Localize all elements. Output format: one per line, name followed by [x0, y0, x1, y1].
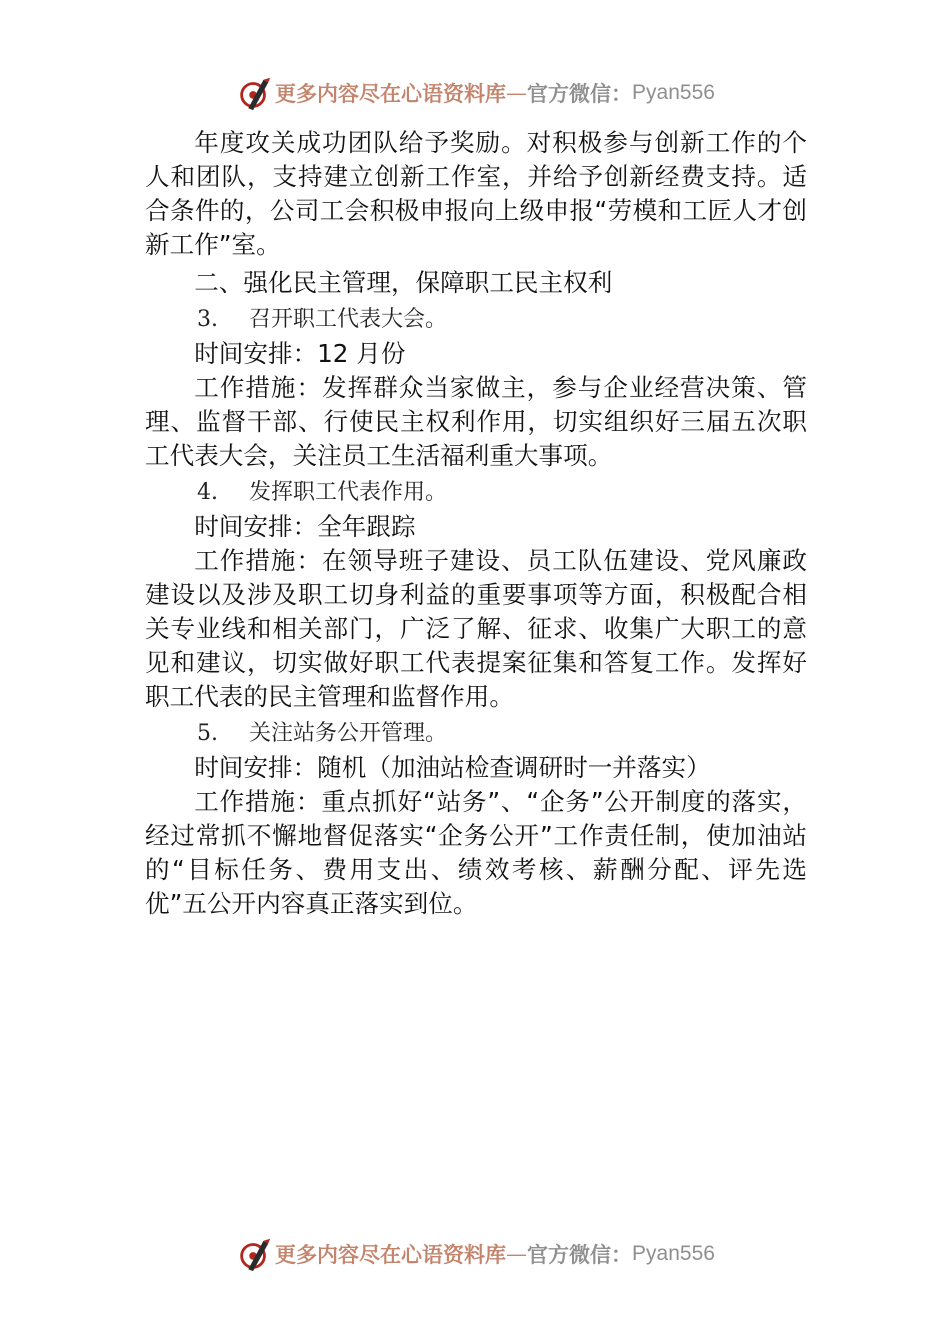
page-footer-banner [0, 1232, 950, 1276]
banner-label: 官方微信： [527, 81, 633, 106]
item-title: 关注站务公开管理。 [249, 721, 448, 746]
work-measure: 工作措施：在领导班子建设、员工队伍建设、党风廉政建设以及涉及职工切身利益的重要事项等方面，积极配合相关专业线和相关部门，广泛了解、征求、收集广大职工的意见和建议，切实做好职工代表提案征集和答复工作。发挥好职工代表的民主管理和监督作用。 [145, 546, 807, 711]
pen-logo-icon [235, 74, 273, 112]
banner-account: Pyan556 [632, 1242, 715, 1265]
banner-account: Pyan556 [632, 81, 715, 104]
list-item [197, 303, 807, 337]
pen-logo-icon [235, 1235, 273, 1273]
banner-label: 官方微信： [527, 1242, 633, 1267]
banner-dash: — [506, 81, 528, 105]
work-measure: 工作措施：重点抓好“站务”、“企务”公开制度的落实，经过常抓不懈地督促落实“企务公开”工作责任制，使加油站的“目标任务、费用支出、绩效考核、薪酬分配、评先选优”五公开内容真正落实到位。 [145, 787, 807, 918]
item-number: 5. [197, 721, 218, 746]
list-item [197, 476, 807, 510]
page-header-banner [0, 71, 950, 115]
intro-paragraph: 年度攻关成功团队给予奖励。对积极参与创新工作的个人和团队，支持建立创新工作室，并给予创新经费支持。适合条件的，公司工会积极申报向上级申报“劳模和工匠人才创新工作”室。 [145, 128, 807, 259]
banner-dash: — [506, 1242, 528, 1266]
time-arrangement: 时间安排：12 月份 [194, 339, 406, 368]
section-title: 二、强化民主管理，保障职工民主权利 [194, 268, 613, 297]
item-number: 3. [197, 307, 218, 332]
item-number: 4. [197, 480, 218, 505]
banner-slogan: 更多内容尽在心语资料库 [275, 1242, 507, 1267]
document-body [145, 126, 807, 921]
item-title: 召开职工代表大会。 [249, 307, 448, 332]
item-title: 发挥职工代表作用。 [249, 480, 448, 505]
list-item [197, 717, 807, 751]
work-measure: 工作措施：发挥群众当家做主，参与企业经营决策、管理、监督干部、行使民主权利作用，切实组织好三届五次职工代表大会，关注员工生活福利重大事项。 [145, 373, 807, 470]
time-arrangement: 时间安排：全年跟踪 [194, 512, 416, 541]
time-arrangement: 时间安排：随机（加油站检查调研时一并落实） [194, 753, 711, 782]
banner-slogan: 更多内容尽在心语资料库 [275, 81, 507, 106]
